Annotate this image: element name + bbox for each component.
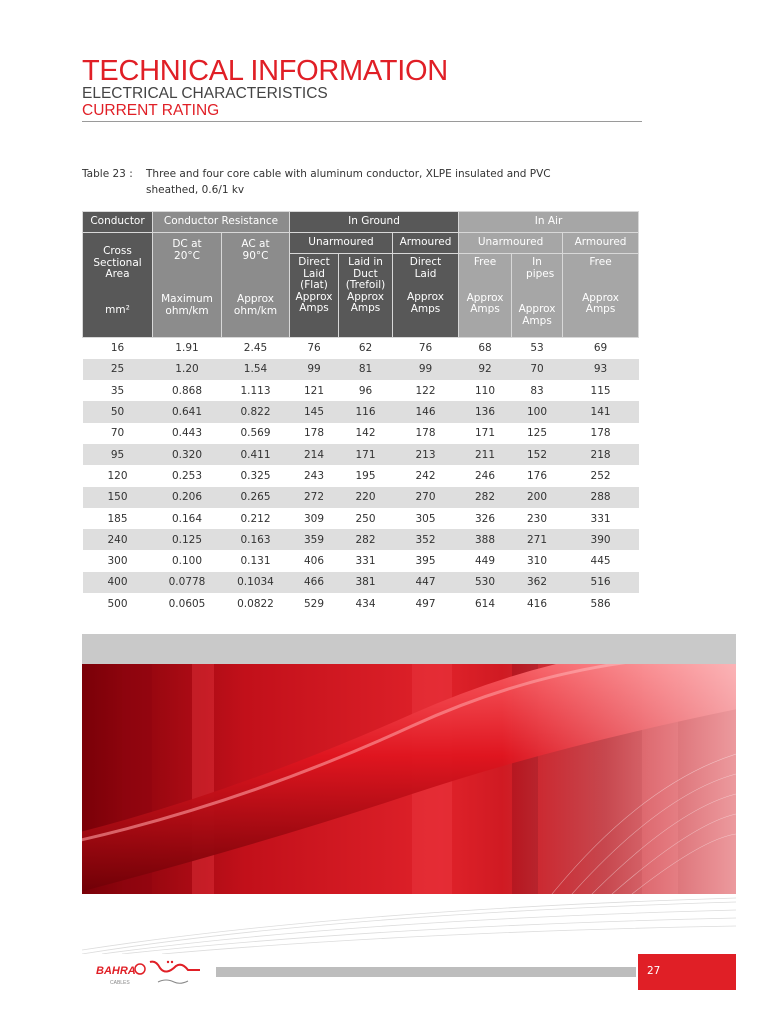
table-cell: 381 <box>339 572 393 593</box>
table-cell: 121 <box>303 384 325 397</box>
table-cell: 388 <box>459 529 512 550</box>
header-ground-unarmoured: Unarmoured <box>290 233 393 254</box>
table-cell: 331 <box>355 555 376 568</box>
table-cell: 0.265 <box>222 487 290 508</box>
bahra-logo <box>96 958 206 988</box>
table-cell: 68 <box>478 342 492 355</box>
table-cell: 95 <box>83 444 153 465</box>
header-ac-cell <box>222 233 290 338</box>
table-cell: 125 <box>527 427 548 440</box>
table-cell: 246 <box>475 469 496 482</box>
table-cell: 0.100 <box>171 555 203 568</box>
header-in-ground: In Ground <box>290 212 459 233</box>
page-number-box <box>638 954 736 990</box>
header-air-unarmoured: Unarmoured <box>459 233 563 254</box>
table-cell: 120 <box>107 469 128 482</box>
header-ground-armoured: Armoured <box>393 233 459 254</box>
table-cell: 99 <box>393 359 459 380</box>
table-cell: 434 <box>355 597 376 610</box>
table-cell: 0.868 <box>171 384 203 397</box>
header-laid-in-duct-cell <box>339 254 393 338</box>
header-unit-ac: Approx ohm/km <box>233 293 278 317</box>
table-cell: 0.206 <box>153 487 222 508</box>
section-title: CURRENT RATING <box>82 102 220 119</box>
table-cell: 0.822 <box>222 401 290 422</box>
table-cell: 395 <box>415 555 436 568</box>
table-cell: 178 <box>590 427 611 440</box>
table-cell: 99 <box>290 359 339 380</box>
header-laid-in-duct: Laid in Duct (Trefoil) <box>345 256 386 291</box>
table-cell: 2.45 <box>243 342 268 355</box>
table-cell: 122 <box>415 384 436 397</box>
table-cell: 195 <box>355 469 376 482</box>
table-cell: 110 <box>475 384 496 397</box>
table-cell: 92 <box>459 359 512 380</box>
table-cell: 466 <box>290 572 339 593</box>
table-cell: 83 <box>530 384 544 397</box>
table-cell: 0.164 <box>171 512 203 525</box>
table-cell: 0.212 <box>240 512 271 525</box>
table-cell: 178 <box>303 427 325 440</box>
header-direct-laid: Direct Laid <box>409 256 442 280</box>
table-cell: 211 <box>459 444 512 465</box>
decorative-swoosh <box>82 894 736 954</box>
grey-band <box>82 634 736 664</box>
table-cell: 93 <box>563 359 639 380</box>
table-cell: 53 <box>530 342 544 355</box>
red-cable-photo <box>82 664 736 894</box>
table-cell: 0.325 <box>240 469 271 482</box>
table-cell: 81 <box>339 359 393 380</box>
table-cell: 497 <box>415 597 436 610</box>
table-cell: 270 <box>393 487 459 508</box>
table-cell: 178 <box>415 427 436 440</box>
table-cell: 352 <box>393 529 459 550</box>
table-row <box>83 572 639 593</box>
table-cell: 250 <box>355 512 376 525</box>
page-number: 27 <box>647 965 661 977</box>
header-unit-dc: Maximum ohm/km <box>161 293 213 317</box>
current-rating-table <box>82 211 639 614</box>
table-row <box>83 338 639 359</box>
table-cell: 0.1034 <box>222 572 290 593</box>
table-cell: 288 <box>563 487 639 508</box>
header-air-armoured: Armoured <box>563 233 639 254</box>
table-cell: 0.320 <box>153 444 222 465</box>
table-cell: 0.253 <box>171 469 203 482</box>
header-free: Free <box>473 256 497 268</box>
header-dc-cell <box>153 233 222 338</box>
table-cell: 310 <box>527 555 548 568</box>
table-cell: 1.113 <box>240 384 271 397</box>
table-cell: 35 <box>110 384 125 397</box>
table-cell: 141 <box>563 401 639 422</box>
header-amps: Approx Amps <box>295 290 333 314</box>
table-row <box>83 550 639 571</box>
table-cell: 530 <box>459 572 512 593</box>
table-cell: 69 <box>593 342 608 355</box>
header-ac: AC at 90°C <box>241 238 270 262</box>
table-cell: 115 <box>590 384 611 397</box>
table-body <box>83 338 639 615</box>
table-cell: 76 <box>418 342 433 355</box>
header-dc: DC at 20°C <box>172 238 202 262</box>
table-cell: 272 <box>290 487 339 508</box>
header-free-cell <box>459 254 512 338</box>
header-direct-laid-cell <box>393 254 459 338</box>
table-row <box>83 487 639 508</box>
table-cell: 176 <box>527 469 548 482</box>
table-cell: 390 <box>563 529 639 550</box>
table-cell: 50 <box>83 401 153 422</box>
table-cell: 152 <box>512 444 563 465</box>
table-cell: 449 <box>475 555 496 568</box>
table-cell: 445 <box>590 555 611 568</box>
table-cell: 1.91 <box>175 342 199 355</box>
table-cell: 96 <box>358 384 373 397</box>
table-cell: 300 <box>107 555 128 568</box>
table-cell: 282 <box>339 529 393 550</box>
table-cell: 0.0778 <box>153 572 222 593</box>
table-cell: 25 <box>83 359 153 380</box>
table-header <box>83 212 639 338</box>
caption-line-1: Three and four core cable with aluminum conductor, XLPE insulated and PVC <box>146 168 551 180</box>
table-row <box>83 359 639 380</box>
header-cross-section: Cross Sectional Area <box>93 245 142 280</box>
table-row <box>83 423 639 444</box>
table-row <box>83 444 639 465</box>
header-direct-laid-flat: Direct Laid (Flat) <box>298 256 330 291</box>
table-cell: 145 <box>290 401 339 422</box>
table-cell: 0.641 <box>153 401 222 422</box>
header-in-air: In Air <box>459 212 639 233</box>
table-cell: 171 <box>475 427 496 440</box>
table-cell: 213 <box>393 444 459 465</box>
bahra-logo-icon <box>96 958 206 988</box>
header-free-armoured-cell <box>563 254 639 338</box>
table-cell: 136 <box>459 401 512 422</box>
page-title: TECHNICAL INFORMATION <box>82 55 448 87</box>
table-cell: 305 <box>415 512 436 525</box>
table-cell: 0.0822 <box>237 597 274 610</box>
table-row <box>83 465 639 486</box>
header-amps: Approx Amps <box>518 303 556 327</box>
table-cell: 516 <box>563 572 639 593</box>
table-cell: 271 <box>512 529 563 550</box>
table-cell: 220 <box>339 487 393 508</box>
table-cell: 0.569 <box>240 427 271 440</box>
table-cell: 282 <box>459 487 512 508</box>
table-cell: 0.125 <box>153 529 222 550</box>
table-cell: 76 <box>307 342 321 355</box>
table-cell: 0.163 <box>222 529 290 550</box>
page-heading <box>82 56 642 119</box>
header-amps: Approx Amps <box>582 291 619 315</box>
table-cell: 400 <box>83 572 153 593</box>
caption-label: Table 23 : <box>82 168 133 180</box>
table-row <box>83 593 639 614</box>
table-cell: 185 <box>107 512 128 525</box>
header-cross-section-cell <box>83 233 153 338</box>
header-conductor-resistance: Conductor Resistance <box>153 212 290 233</box>
table-row <box>83 508 639 529</box>
table-cell: 240 <box>83 529 153 550</box>
table-cell: 1.20 <box>153 359 222 380</box>
table-cell: 16 <box>110 342 125 355</box>
header-amps: Approx Amps <box>466 291 504 315</box>
header-in-pipes-cell <box>512 254 563 338</box>
table-cell: 70 <box>110 427 125 440</box>
header-in-pipes: In pipes <box>526 256 555 280</box>
table-cell: 359 <box>290 529 339 550</box>
table-cell: 230 <box>527 512 548 525</box>
red-cable-image <box>82 664 736 894</box>
table-cell: 70 <box>512 359 563 380</box>
table-cell: 252 <box>590 469 611 482</box>
table-cell: 150 <box>83 487 153 508</box>
header-unit-mm2: mm² <box>105 303 130 316</box>
table-cell: 214 <box>290 444 339 465</box>
table-cell: 62 <box>358 342 373 355</box>
table-cell: 586 <box>590 597 611 610</box>
table-cell: 243 <box>303 469 325 482</box>
table-cell: 200 <box>512 487 563 508</box>
header-direct-laid-flat-cell <box>290 254 339 338</box>
table-row <box>83 529 639 550</box>
table-cell: 100 <box>512 401 563 422</box>
table-cell: 416 <box>527 597 548 610</box>
table-cell: 242 <box>415 469 436 482</box>
table-cell: 529 <box>303 597 325 610</box>
decorative-lines <box>82 894 736 954</box>
table-cell: 0.131 <box>240 555 271 568</box>
table-cell: 326 <box>475 512 496 525</box>
table-cell: 362 <box>512 572 563 593</box>
table-cell: 116 <box>339 401 393 422</box>
table-cell: 142 <box>355 427 376 440</box>
table-caption <box>82 166 642 198</box>
heading-divider <box>82 121 642 122</box>
table-cell: 0.411 <box>222 444 290 465</box>
table-cell: 1.54 <box>222 359 290 380</box>
page-subtitle: ELECTRICAL CHARACTERISTICS <box>82 85 328 102</box>
table-cell: 614 <box>475 597 496 610</box>
caption-line-2: sheathed, 0.6/1 kv <box>146 184 245 196</box>
header-free-armoured: Free <box>589 256 612 268</box>
header-conductor: Conductor <box>83 212 153 233</box>
table-row <box>83 380 639 401</box>
table-cell: 500 <box>107 597 128 610</box>
table-cell: 447 <box>393 572 459 593</box>
table-cell: 0.443 <box>171 427 203 440</box>
header-amps: Approx Amps <box>347 290 384 314</box>
logo-subtext: CABLES <box>110 980 130 986</box>
table-cell: 171 <box>339 444 393 465</box>
table-cell: 218 <box>563 444 639 465</box>
table-cell: 331 <box>590 512 611 525</box>
table-cell: 309 <box>303 512 325 525</box>
table-cell: 0.0605 <box>168 597 206 610</box>
footer-bar <box>216 967 636 977</box>
table-cell: 406 <box>303 555 325 568</box>
table-cell: 146 <box>393 401 459 422</box>
table-row <box>83 401 639 422</box>
logo-text: BAHRA <box>96 965 136 977</box>
header-amps: Approx Amps <box>407 291 444 315</box>
